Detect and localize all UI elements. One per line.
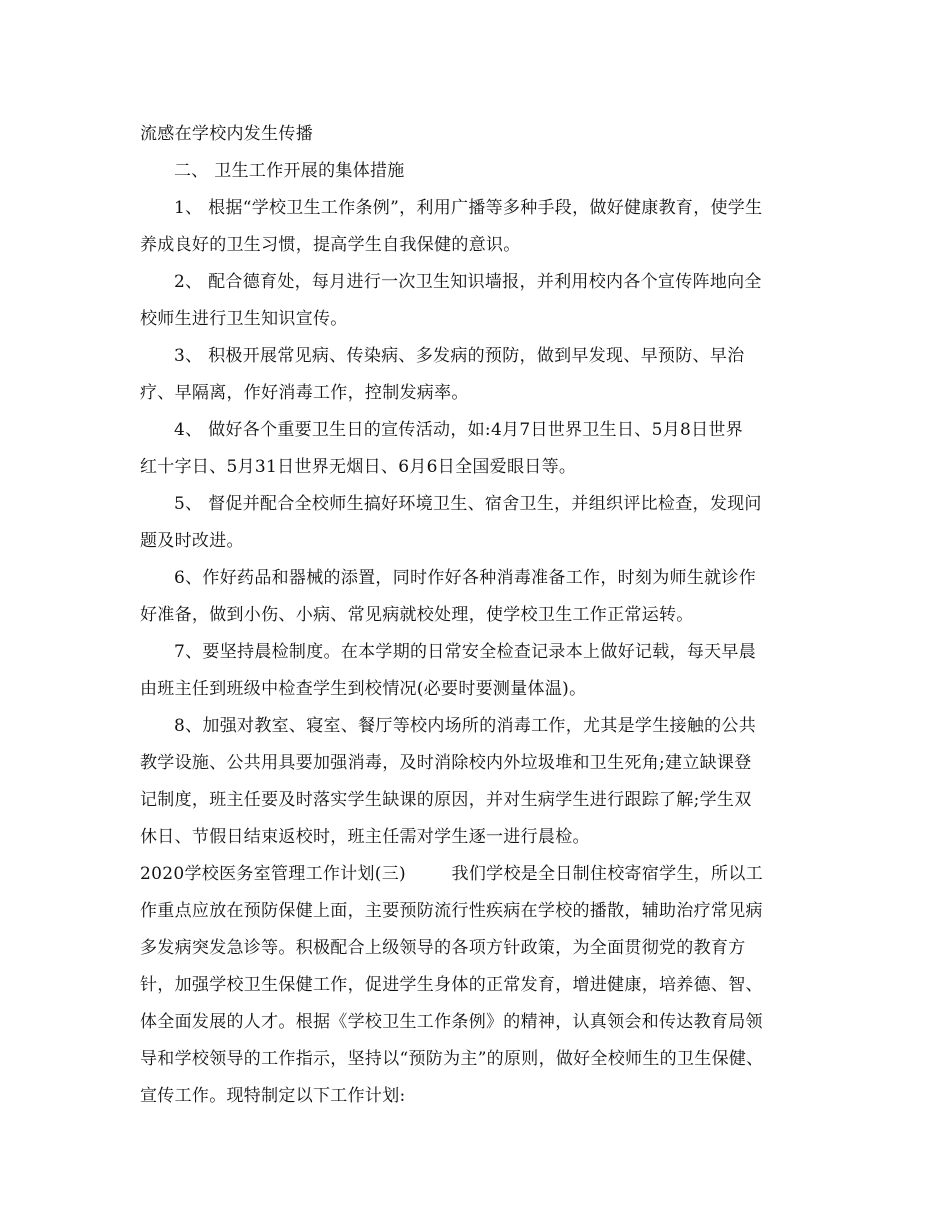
text-line: 6、作好药品和器械的添置，同时作好各种消毒准备工作，时刻为师生就诊作 — [174, 568, 757, 588]
text-line: 校师生进行卫生知识宣传。 — [140, 309, 348, 329]
text-line: 题及时改进。 — [140, 531, 244, 551]
text-line: 1、 根据“学校卫生工作条例”，利用广播等多种手段，做好健康教育，使学生 — [174, 198, 763, 218]
text-line: 教学设施、公共用具要加强消毒，及时消除校内外垃圾堆和卫生死角;建立缺课登 — [140, 753, 752, 773]
section-heading: 二、 卫生工作开展的集体措施 — [174, 161, 405, 181]
text-line: 4、 做好各个重要卫生日的宣传活动，如:4月7日世界卫生日、5月8日世界 — [174, 420, 744, 440]
text-line: 导和学校领导的工作指示，坚持以“预防为主”的原则，做好全校师生的卫生保健、 — [140, 1049, 764, 1069]
text-line: 2020学校医务室管理工作计划(三) 我们学校是全日制住校寄宿学生，所以工 — [140, 864, 763, 884]
text-line: 8、加强对教室、寝室、餐厅等校内场所的消毒工作，尤其是学生接触的公共 — [174, 716, 757, 736]
text-line: 疗、早隔离，作好消毒工作，控制发病率。 — [140, 383, 469, 403]
text-line: 针，加强学校卫生保健工作，促进学生身体的正常发育，增进健康，培养德、智、 — [140, 975, 763, 995]
text-line: 2、 配合德育处，每月进行一次卫生知识墙报，并利用校内各个宣传阵地向全 — [174, 272, 762, 292]
text-line: 多发病突发急诊等。积极配合上级领导的各项方针政策，为全面贯彻党的教育方 — [140, 938, 746, 958]
text-line: 记制度，班主任要及时落实学生缺课的原因，并对生病学生进行跟踪了解;学生双 — [140, 790, 752, 810]
text-line: 宣传工作。现特制定以下工作计划: — [140, 1086, 406, 1106]
text-line: 休日、节假日结束返校时，班主任需对学生逐一进行晨检。 — [140, 827, 590, 847]
text-line: 由班主任到班级中检查学生到校情况(必要时要测量体温)。 — [140, 679, 587, 699]
text-line: 红十字日、5月31日世界无烟日、6月6日全国爱眼日等。 — [140, 457, 577, 477]
text-line: 养成良好的卫生习惯，提高学生自我保健的意识。 — [140, 235, 521, 255]
text-line: 体全面发展的人才。根据《学校卫生工作条例》的精神，认真领会和传达教育局领 — [140, 1012, 763, 1032]
text-line: 作重点应放在预防保健上面，主要预防流行性疾病在学校的播散，辅助治疗常见病 — [140, 901, 763, 921]
text-line: 3、 积极开展常见病、传染病、多发病的预防，做到早发现、早预防、早治 — [174, 346, 745, 366]
text-line: 流感在学校内发生传播 — [140, 124, 313, 144]
text-line: 好准备，做到小伤、小病、常见病就校处理，使学校卫生工作正常运转。 — [140, 605, 694, 625]
text-line: 7、要坚持晨检制度。在本学期的日常安全检查记录本上做好记载，每天早晨 — [174, 642, 757, 662]
text-line: 5、 督促并配合全校师生搞好环境卫生、宿舍卫生，并组织评比检查，发现问 — [174, 494, 762, 514]
document-body — [140, 116, 808, 1115]
